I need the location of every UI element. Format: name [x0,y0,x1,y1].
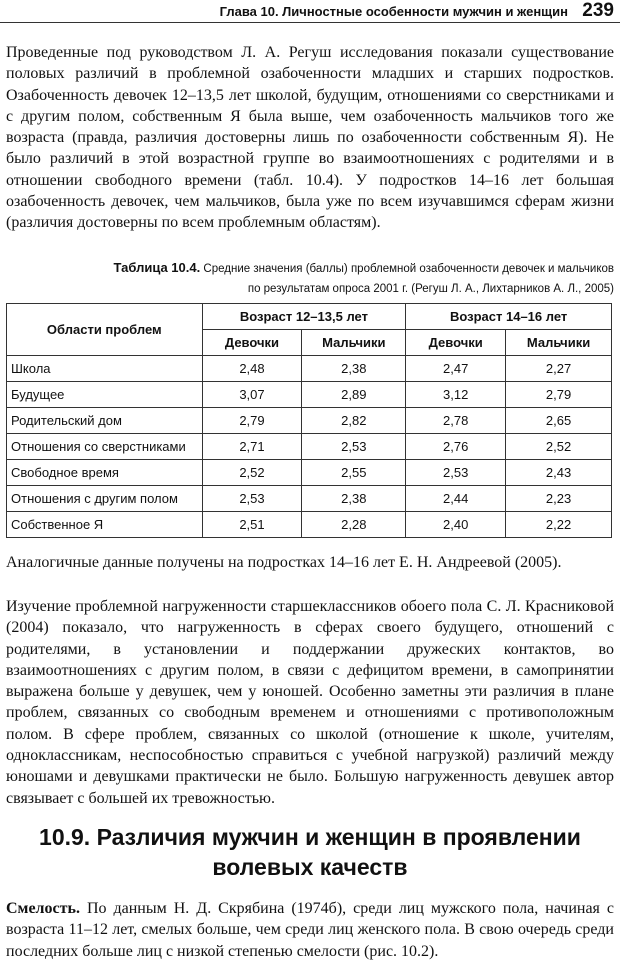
cell-value: 2,79 [202,408,302,434]
paragraph-courage-text: По данным Н. Д. Скрябина (1974б), среди лиц мужского пола, начиная с возраста 11–12 лет, смелых больше, чем среди лиц женского пола. В свою очередь среди последних больше лиц с низкой степенью смелости (рис. 10.2). [6,900,614,960]
cell-area: Собственное Я [7,512,203,538]
table-header-row [7,304,612,330]
header-group-12-13: Возраст 12–13,5 лет [202,304,406,330]
paragraph-krasnikova: Изучение проблемной нагруженности старшеклассников обоего пола С. Л. Красниковой (2004) показало, что нагруженность в сферах своего будущего, отношений с родителями, в установлении и поддержании дружеских контактов, во взаимоотношениях с другим полом, в связи с дефицитом времени, в самопринятии выражена больше у девушек, чем у юношей. Особенно заметны эти различия в плане проблем, связанных со свободным временем и отношениями с противоположным полом. В сфере проблем, связанных со школой (отношение к школе, учителям, одноклассникам, неспособностью справиться с учебной нагрузкой) различий между юношами и девушками практически не было. Большую нагруженность девушек автор связывает с большей их тревожностью. [6,598,614,807]
run-in-heading: Смелость. [6,900,80,917]
table-caption-label: Таблица 10.4. [113,260,201,275]
cell-value: 2,89 [302,382,406,408]
cell-value: 2,23 [506,486,612,512]
cell-value: 2,52 [506,434,612,460]
cell-value: 2,71 [202,434,302,460]
cell-value: 2,44 [406,486,506,512]
cell-value: 2,47 [406,356,506,382]
cell-value: 2,48 [202,356,302,382]
header-area: Области проблем [7,304,203,356]
cell-value: 2,43 [506,460,612,486]
header-girls-1: Девочки [202,330,302,356]
cell-area: Школа [7,356,203,382]
cell-value: 2,53 [406,460,506,486]
section-heading-line-1: 10.9. Различия мужчин и женщин в проявлении [39,824,581,850]
section-heading [0,822,620,882]
table-row [7,356,612,382]
cell-value: 2,38 [302,486,406,512]
cell-value: 2,78 [406,408,506,434]
cell-value: 2,52 [202,460,302,486]
header-boys-1: Мальчики [302,330,406,356]
table-caption-text: Средние значения (баллы) проблемной озабоченности девочек и мальчиков по результатам опроса 2001 г. (Регуш Л. А., Лихтарников А. Л., 2005) [200,263,614,295]
section-heading-line-2: волевых качеств [212,854,408,880]
header-girls-2: Девочки [406,330,506,356]
table-row [7,382,612,408]
table-row [7,434,612,460]
cell-value: 2,38 [302,356,406,382]
cell-area: Отношения с другим полом [7,486,203,512]
header-rule [0,22,620,23]
cell-area: Будущее [7,382,203,408]
header-boys-2: Мальчики [506,330,612,356]
cell-value: 3,12 [406,382,506,408]
page-number: 239 [582,0,614,21]
cell-value: 2,28 [302,512,406,538]
cell-area: Родительский дом [7,408,203,434]
cell-value: 2,53 [202,486,302,512]
cell-value: 2,55 [302,460,406,486]
paragraph-courage [6,898,614,962]
table-caption [100,258,614,299]
page-header [0,0,620,24]
cell-value: 2,79 [506,382,612,408]
cell-area: Свободное время [7,460,203,486]
header-group-14-16: Возраст 14–16 лет [406,304,612,330]
paragraph-andreeva: Аналогичные данные получены на подростках 14–16 лет Е. Н. Андреевой (2005). [6,554,562,571]
table-row [7,460,612,486]
table-row [7,512,612,538]
table-row [7,408,612,434]
cell-area: Отношения со сверстниками [7,434,203,460]
cell-value: 2,76 [406,434,506,460]
cell-value: 2,40 [406,512,506,538]
cell-value: 3,07 [202,382,302,408]
cell-value: 2,27 [506,356,612,382]
cell-value: 2,22 [506,512,612,538]
data-table [6,303,612,538]
running-head: Глава 10. Личностные особенности мужчин и женщин [219,4,568,19]
paragraph-regush: Проведенные под руководством Л. А. Регуш исследования показали существование половых различий в проблемной озабоченности младших и старших подростков. Озабоченность девочек 12–13,5 лет школой, будущим, отношениями со сверстниками и с другим полом, собственным Я была выше, чем озабоченность мальчиков того же возраста (правда, различия достоверны лишь по озабоченности собственным Я). Не было различий в этой возрастной группе во взаимоотношениях с родителями и в отношении свободного времени (табл. 10.4). У подростков 14–16 лет большая озабоченность девочек, чем мальчиков, была уже по всем изучавшимся сферам жизни (различия достоверны по всем проблемным областям). [6,44,614,232]
cell-value: 2,51 [202,512,302,538]
cell-value: 2,53 [302,434,406,460]
cell-value: 2,65 [506,408,612,434]
table-row [7,486,612,512]
cell-value: 2,82 [302,408,406,434]
